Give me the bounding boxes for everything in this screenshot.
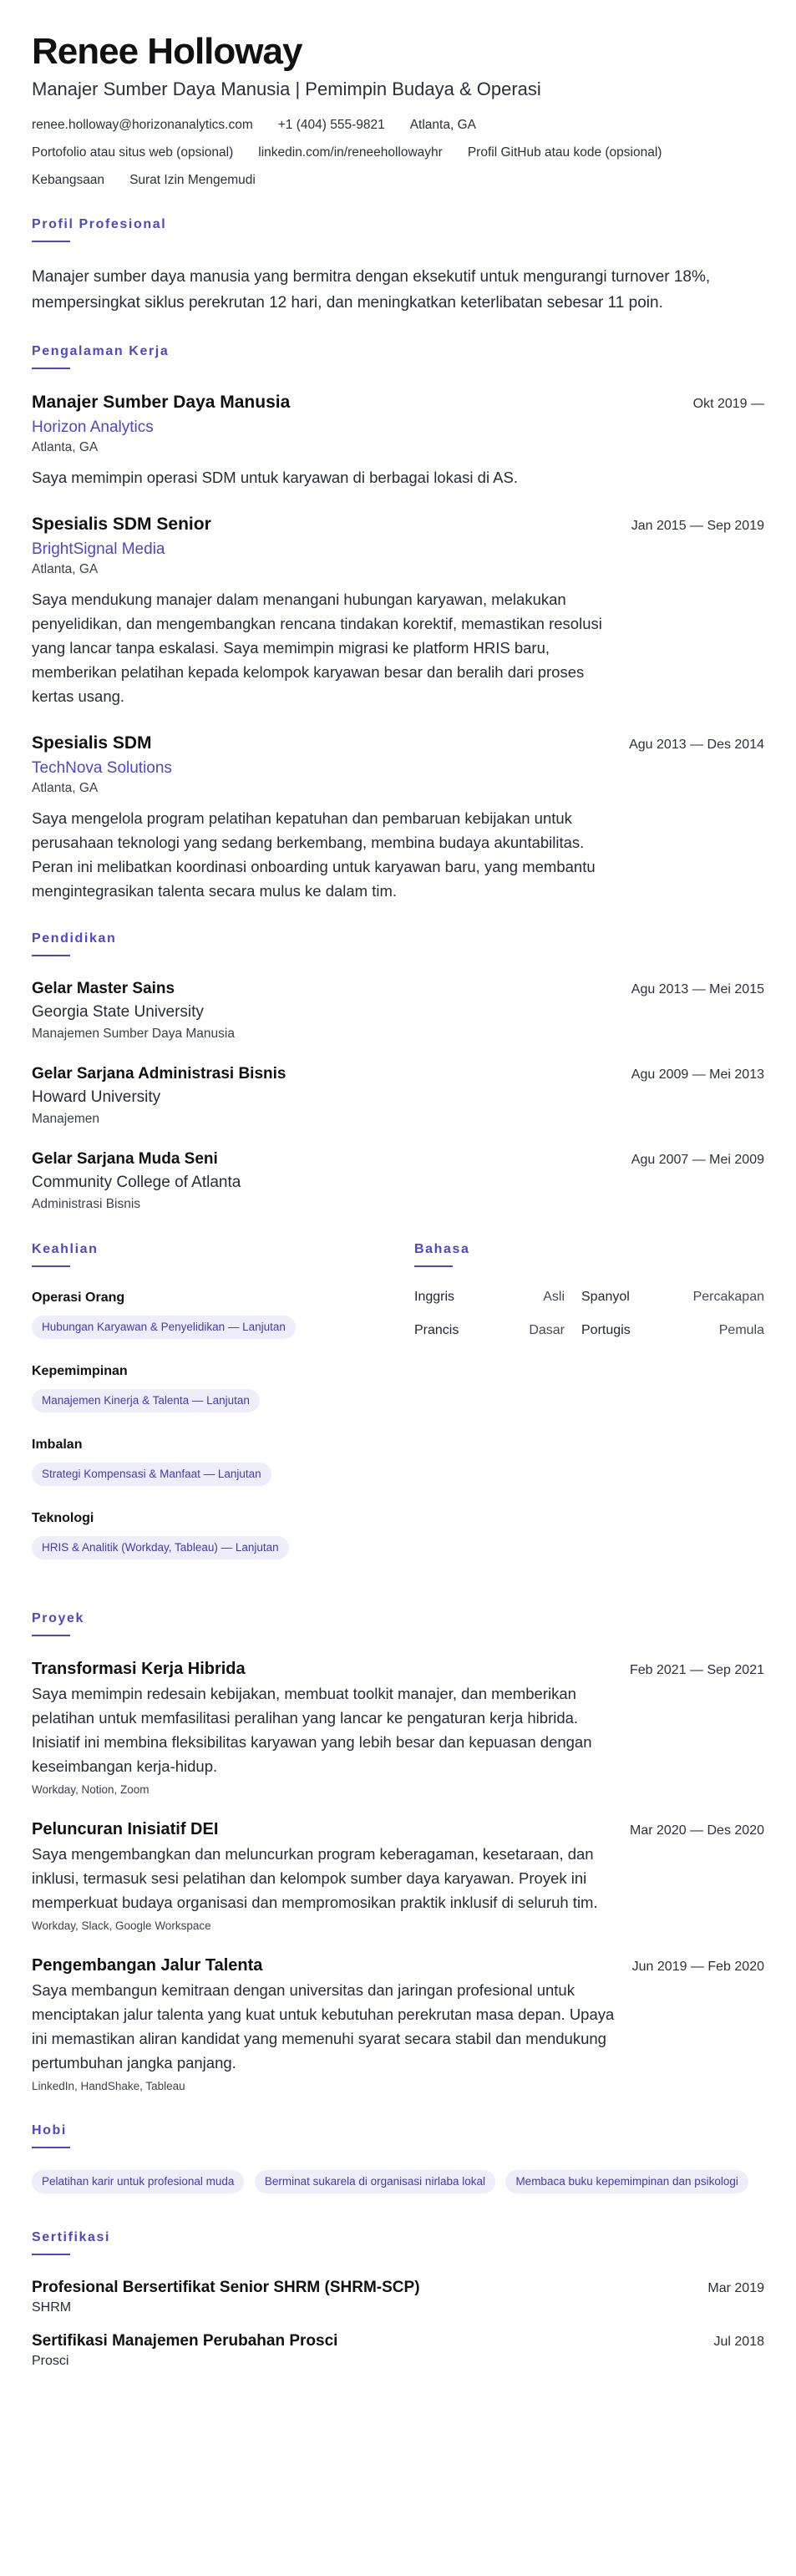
contact-row [32,117,764,134]
skill-category: Imbalan [32,1438,83,1452]
school-name: Howard University [32,1088,161,1106]
hobbies-section [32,2122,764,2202]
company-name: Horizon Analytics [32,418,154,436]
education-dates: Agu 2007 — Mei 2009 [631,1153,764,1167]
projects-section [32,1610,764,2095]
skill-chip: Hubungan Karyawan & Penyelidikan — Lanjutan [32,1316,296,1339]
github-link[interactable]: Profil GitHub atau kode (opsional) [467,145,662,160]
skill-category: Operasi Orang [32,1291,125,1305]
section-title: Sertifikasi [32,2230,111,2244]
job-title: Spesialis SDM Senior [32,515,211,534]
education-section [32,930,764,1214]
language-name: Portugis [581,1323,631,1337]
project-entry [32,1658,764,1798]
hobby-chip: Pelatihan karir untuk profesional muda [32,2170,244,2193]
job-entry [32,732,764,903]
drivers-license: Surat Izin Mengemudi [129,173,256,187]
skill-chip: HRIS & Analitik (Workday, Tableau) — Lanjutan [32,1536,289,1559]
project-description: Saya memimpin redesain kebijakan, membuat toolkit manajer, dan memberikan pelatihan untuk memfasilitasi peralihan yang lancar ke pengaturan kerja hibrida. Inisiatif ini membina fleksibilitas karyawan yang lebih besar dan kepuasan dengan keseimbangan kerja-hidup. [32,1685,592,1775]
project-tools: Workday, Notion, Zoom [32,1783,150,1796]
job-description: Saya mengelola program pelatihan kepatuhan dan pembaruan kebijakan untuk perusahaan teknologi yang sedang berkembang, membina budaya akuntabilitas. Peran ini melibatkan koordinasi onboarding untuk karyawan baru, yang membantu mengintegrasikan talenta secara mulus ke dalam tim. [32,809,596,900]
project-entry [32,1955,764,2095]
degree: Gelar Master Sains [32,980,175,997]
education-entry [32,978,764,1043]
project-name: Peluncuran Inisiatif DEI [32,1820,219,1838]
language-list [414,1289,764,1339]
section-title: Keahlian [32,1242,99,1256]
section-title: Proyek [32,1611,84,1625]
section-title: Bahasa [414,1242,470,1256]
skills-section [32,1240,414,1583]
certification-entry [32,2330,764,2371]
project-entry [32,1818,764,1935]
section-title: Pendidikan [32,931,117,946]
contact-info [32,117,764,189]
field-of-study: Manajemen Sumber Daya Manusia [32,1027,235,1041]
skill-group [32,1289,414,1347]
job-entry [32,513,764,708]
hobby-list [32,2170,764,2202]
school-name: Community College of Atlanta [32,1174,241,1191]
section-divider [414,1265,453,1267]
linkedin-link[interactable]: linkedin.com/in/reneehollowayhr [258,145,443,160]
certification-name: Profesional Bersertifikat Senior SHRM (SHRM-SCP) [32,2279,420,2296]
language-level: Pemula [718,1323,764,1337]
portfolio-link[interactable]: Portofolio atau situs web (opsional) [32,145,234,160]
section-divider [32,1635,70,1636]
resume-header [32,30,764,189]
language-name: Spanyol [581,1290,630,1304]
project-dates: Mar 2020 — Des 2020 [630,1823,764,1838]
education-dates: Agu 2013 — Mei 2015 [631,982,764,996]
company-name: TechNova Solutions [32,759,172,777]
language-level: Percakapan [692,1290,764,1304]
project-description: Saya membangun kemitraan dengan universitas dan jaringan profesional untuk menciptakan jalur talenta yang kuat untuk kebutuhan perekrutan masa depan. Upaya ini memastikan aliran kandidat yang memenuhi syarat secara stabil dan mendukung pertumbuhan jangka panjang. [32,1981,615,2071]
skill-chip: Manajemen Kinerja & Talenta — Lanjutan [32,1389,260,1412]
experience-section [32,342,764,903]
section-divider [32,2254,70,2255]
project-name: Transformasi Kerja Hibrida [32,1660,246,1678]
section-divider [32,955,70,956]
skill-category: Teknologi [32,1511,94,1525]
job-title: Manajer Sumber Daya Manusia [32,393,291,412]
section-divider [32,2147,70,2148]
job-dates: Jan 2015 — Sep 2019 [631,519,764,533]
skill-group [32,1509,414,1568]
project-dates: Jun 2019 — Feb 2020 [631,1960,764,1974]
certification-entry [32,2277,764,2317]
job-location: Atlanta, GA [32,562,99,576]
email-link[interactable]: renee.holloway@horizonanalytics.com [32,118,253,132]
certification-issuer: SHRM [32,2300,72,2315]
section-title: Pengalaman Kerja [32,344,170,358]
hobby-chip: Membaca buku kepemimpinan dan psikologi [505,2170,748,2193]
section-title: Hobi [32,2123,67,2137]
project-description: Saya mengembangkan dan meluncurkan program keberagaman, kesetaraan, dan inklusi, termasuk sesi pelatihan dan kelompok sumber daya karyawan. Proyek ini memperkuat budaya organisasi dan mempromosikan praktik inklusif di seluruh tim. [32,1845,598,1911]
section-divider [32,368,70,369]
section-divider [32,241,70,242]
languages-section [414,1240,764,1583]
skill-group [32,1436,414,1494]
skill-category: Kepemimpinan [32,1364,128,1378]
project-tools: Workday, Slack, Google Workspace [32,1919,211,1932]
language-item [581,1289,764,1306]
job-location: Atlanta, GA [32,781,99,795]
section-title: Profil Profesional [32,217,167,231]
certification-issuer: Prosci [32,2354,69,2368]
project-dates: Feb 2021 — Sep 2021 [629,1663,764,1677]
contact-row [32,172,764,189]
skills-languages-row [32,1240,764,1583]
hobby-chip: Berminat sukarela di organisasi nirlaba lokal [255,2170,495,2193]
profile-section [32,216,764,316]
education-dates: Agu 2009 — Mei 2013 [631,1067,764,1082]
contact-row [32,145,764,161]
language-level: Asli [543,1290,565,1304]
certification-date: Mar 2019 [707,2281,764,2295]
skill-chip: Strategi Kompensasi & Manfaat — Lanjutan [32,1463,271,1486]
degree: Gelar Sarjana Administrasi Bisnis [32,1065,286,1083]
language-item [581,1322,764,1339]
candidate-headline: Manajer Sumber Daya Manusia | Pemimpin Budaya & Operasi [32,79,541,99]
job-entry [32,391,764,489]
job-description: Saya memimpin operasi SDM untuk karyawan di berbagai lokasi di AS. [32,469,519,486]
language-name: Inggris [414,1290,455,1304]
job-dates: Agu 2013 — Des 2014 [629,738,764,752]
education-entry [32,1063,764,1128]
certification-date: Jul 2018 [713,2335,764,2349]
language-item [414,1289,581,1306]
degree: Gelar Sarjana Muda Seni [32,1150,218,1168]
company-name: BrightSignal Media [32,540,165,558]
job-dates: Okt 2019 — [692,397,764,411]
project-name: Pengembangan Jalur Talenta [32,1956,263,1975]
candidate-name: Renee Holloway [32,31,302,72]
job-title: Spesialis SDM [32,733,152,753]
language-item [414,1322,581,1339]
nationality: Kebangsaan [32,173,105,187]
job-description: Saya mendukung manajer dalam menangani hubungan karyawan, melakukan penyelidikan, dan mengembangkan rencana tindakan korektif, memastikan resolusi yang lancar tanpa eskalasi. Saya memimpin migrasi ke platform HRIS baru, memberikan pelatihan kepada kelompok karyawan besar dan beralih dari proses kertas usang. [32,591,602,705]
field-of-study: Administrasi Bisnis [32,1197,141,1211]
project-tools: LinkedIn, HandShake, Tableau [32,2080,185,2092]
skill-group [32,1362,414,1421]
job-location: Atlanta, GA [32,440,99,454]
language-level: Dasar [529,1323,565,1337]
profile-summary: Manajer sumber daya manusia yang bermitra dengan eksekutif untuk mengurangi turnover 18%, mempersingkat siklus perekrutan 12 hari, dan meningkatkan keterlibatan sebesar 11 poin. [32,268,711,312]
section-divider [32,1265,70,1267]
phone-number[interactable]: +1 (404) 555-9821 [277,118,385,132]
school-name: Georgia State University [32,1003,204,1021]
education-entry [32,1149,764,1214]
location: Atlanta, GA [409,118,476,132]
certification-name: Sertifikasi Manajemen Perubahan Prosci [32,2332,338,2350]
language-name: Prancis [414,1323,459,1337]
field-of-study: Manajemen [32,1112,99,1126]
certifications-section [32,2229,764,2371]
